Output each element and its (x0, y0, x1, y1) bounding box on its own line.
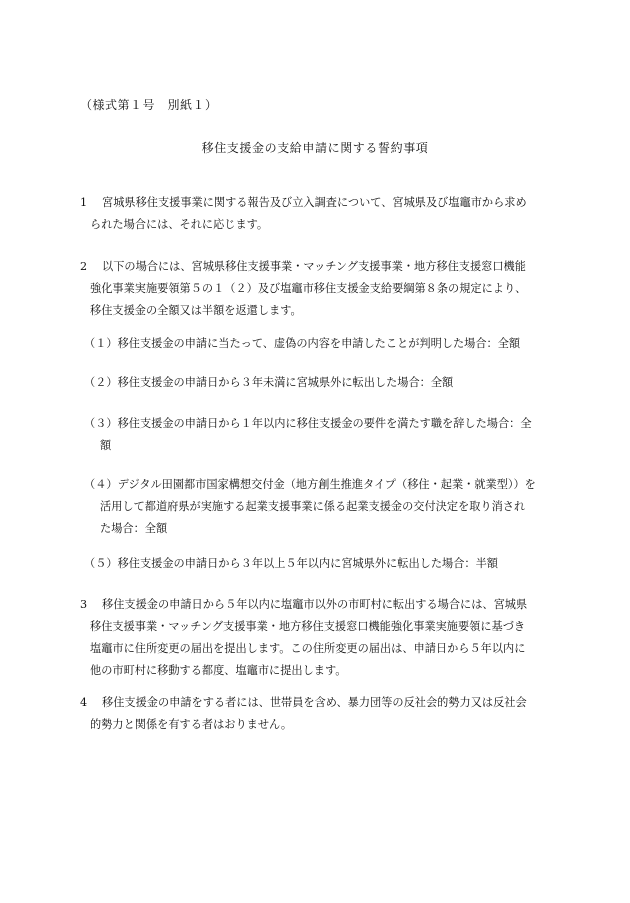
item-number: 1 (80, 196, 88, 209)
item-text-line: 宮城県移住支援事業に関する報告及び立入調査について、宮城県及び塩竈市から求め (102, 196, 527, 209)
subitem-text-line: 額 (100, 439, 112, 452)
subitem-text-line: 活用して都道府県が実施する起業支援事業に係る起業支援金の交付決定を取り消され (100, 500, 526, 513)
item-text-line: られた場合には、それに応じます。 (90, 218, 269, 231)
subitem-5 (84, 553, 564, 575)
item-text-line: 強化事業実施要領第５の１（２）及び塩竈市移住支援金支給要綱第８条の規定により、 (90, 282, 527, 295)
subitem-text-line: （４）デジタル田園都市国家構想交付金（地方創生推進タイプ（移住・起業・就業型））を (84, 478, 536, 491)
item-text-line: 移住支援金の申請日から５年以内に塩竈市以外の市町村に転出する場合には、宮城県 (102, 598, 528, 611)
document-title: 移住支援金の支給申請に関する誓約事項 (201, 141, 429, 155)
subitem-3 (84, 413, 564, 457)
item-text-line: 以下の場合には、宮城県移住支援事業・マッチング支援事業・地方移住支援窓口機能 (102, 260, 526, 273)
item-text-line: 移住支援金の申請をする者には、世帯員を含め、暴力団等の反社会的勢力又は反社会 (102, 696, 527, 709)
item-text-line: 移住支援金の全額又は半額を返還します。 (90, 304, 302, 317)
item-text-line: 移住支援事業・マッチング支援事業・地方移住支援窓口機能強化事業実施要領に基づき (90, 620, 526, 633)
item-number: 3 (80, 598, 88, 611)
item-number: 4 (80, 696, 88, 709)
item-text-line: 他の市町村に移動する都度、塩竈市に提出します。 (90, 664, 347, 677)
pledge-item-1 (80, 192, 560, 236)
pledge-item-2 (80, 256, 560, 322)
subitem-text-line: （５）移住支援金の申請日から３年以上５年以内に宮城県外に転出した場合：半額 (84, 557, 498, 570)
item-text-line: 塩竈市に住所変更の届出を提出します。この住所変更の届出は、申請日から５年以内に (90, 642, 526, 655)
item-number: 2 (80, 260, 88, 273)
subitem-1 (84, 333, 564, 355)
subitem-2 (84, 372, 564, 394)
subitem-text-line: （２）移住支援金の申請日から３年未満に宮城県外に転出した場合：全額 (84, 376, 454, 389)
subitem-text-line: た場合：全額 (100, 522, 168, 535)
pledge-item-3 (80, 594, 560, 682)
subitem-4 (84, 474, 564, 540)
form-number: （様式第１号 別紙１） (80, 98, 218, 112)
subitem-text-line: （３）移住支援金の申請日から１年以内に移住支援金の要件を満たす職を辞した場合：全 (84, 417, 532, 430)
pledge-item-4 (80, 692, 560, 736)
item-text-line: 的勢力と関係を有する者はおりません。 (90, 718, 293, 731)
subitem-text-line: （１）移住支援金の申請に当たって、虚偽の内容を申請したことが判明した場合：全額 (84, 337, 521, 350)
